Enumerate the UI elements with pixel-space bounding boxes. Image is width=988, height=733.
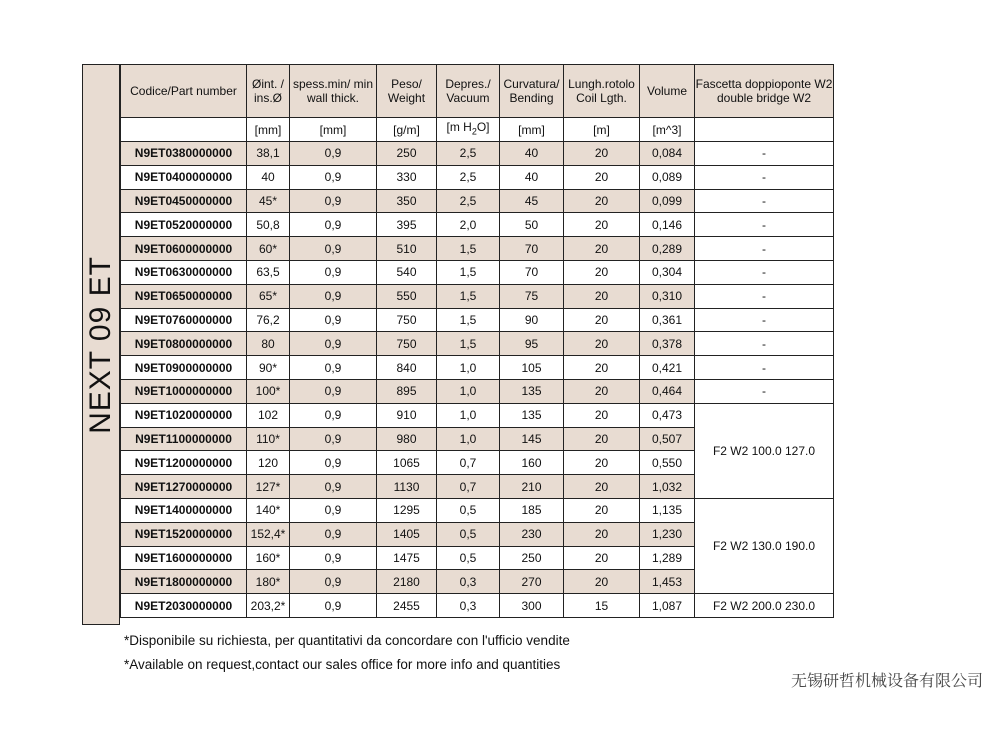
cell-inner-diameter: 160* (247, 546, 290, 570)
cell-weight: 750 (377, 332, 437, 356)
spec-sheet (82, 64, 835, 627)
unit-volume: [m^3] (640, 118, 695, 142)
cell-volume: 1,032 (640, 475, 695, 499)
cell-vacuum: 1,5 (437, 260, 500, 284)
product-series-label: NEXT 09 ET (84, 255, 117, 434)
table-row (121, 356, 834, 380)
cell-fascetta: - (695, 284, 834, 308)
cell-bending: 135 (500, 403, 564, 427)
cell-bending: 270 (500, 570, 564, 594)
table-row (121, 260, 834, 284)
cell-weight: 910 (377, 403, 437, 427)
cell-part-number: N9ET0630000000 (121, 260, 247, 284)
cell-part-number: N9ET1200000000 (121, 451, 247, 475)
cell-vacuum: 1,0 (437, 356, 500, 380)
unit-coil-length: [m] (564, 118, 640, 142)
table-row (121, 332, 834, 356)
cell-inner-diameter: 102 (247, 403, 290, 427)
cell-wall-thickness: 0,9 (290, 332, 377, 356)
header-part-number: Codice/Part number (121, 65, 247, 118)
cell-coil-length: 20 (564, 379, 640, 403)
table-row (121, 284, 834, 308)
cell-wall-thickness: 0,9 (290, 570, 377, 594)
cell-volume: 0,289 (640, 237, 695, 261)
cell-bending: 45 (500, 189, 564, 213)
header-weight: Peso/ Weight (377, 65, 437, 118)
cell-bending: 90 (500, 308, 564, 332)
cell-vacuum: 0,5 (437, 522, 500, 546)
cell-wall-thickness: 0,9 (290, 284, 377, 308)
cell-inner-diameter: 60* (247, 237, 290, 261)
cell-part-number: N9ET0380000000 (121, 142, 247, 166)
cell-vacuum: 1,0 (437, 427, 500, 451)
cell-inner-diameter: 80 (247, 332, 290, 356)
cell-fascetta: - (695, 332, 834, 356)
cell-vacuum: 0,5 (437, 498, 500, 522)
cell-part-number: N9ET0800000000 (121, 332, 247, 356)
cell-weight: 510 (377, 237, 437, 261)
cell-weight: 250 (377, 142, 437, 166)
cell-volume: 1,135 (640, 498, 695, 522)
unit-part-number (121, 118, 247, 142)
header-vacuum: Depres./ Vacuum (437, 65, 500, 118)
cell-weight: 840 (377, 356, 437, 380)
cell-vacuum: 0,5 (437, 546, 500, 570)
cell-inner-diameter: 65* (247, 284, 290, 308)
cell-coil-length: 20 (564, 142, 640, 166)
footnote-english: *Available on request,contact our sales office for more info and quantities (124, 657, 561, 672)
cell-wall-thickness: 0,9 (290, 142, 377, 166)
cell-part-number: N9ET1270000000 (121, 475, 247, 499)
header-row (121, 65, 834, 118)
cell-part-number: N9ET1100000000 (121, 427, 247, 451)
cell-bending: 135 (500, 379, 564, 403)
cell-coil-length: 20 (564, 403, 640, 427)
cell-fascetta-group: F2 W2 100.0 127.0 (695, 403, 834, 498)
cell-part-number: N9ET0760000000 (121, 308, 247, 332)
cell-volume: 0,084 (640, 142, 695, 166)
table-row (121, 403, 834, 427)
cell-part-number: N9ET1600000000 (121, 546, 247, 570)
cell-inner-diameter: 152,4* (247, 522, 290, 546)
cell-fascetta: - (695, 213, 834, 237)
cell-bending: 145 (500, 427, 564, 451)
cell-bending: 40 (500, 165, 564, 189)
cell-part-number: N9ET2030000000 (121, 594, 247, 618)
cell-inner-diameter: 120 (247, 451, 290, 475)
cell-wall-thickness: 0,9 (290, 213, 377, 237)
cell-wall-thickness: 0,9 (290, 427, 377, 451)
cell-vacuum: 2,5 (437, 165, 500, 189)
cell-fascetta: - (695, 356, 834, 380)
cell-coil-length: 20 (564, 165, 640, 189)
cell-volume: 0,099 (640, 189, 695, 213)
unit-inner-diameter: [mm] (247, 118, 290, 142)
cell-volume: 0,146 (640, 213, 695, 237)
cell-bending: 50 (500, 213, 564, 237)
cell-inner-diameter: 40 (247, 165, 290, 189)
cell-weight: 1405 (377, 522, 437, 546)
cell-vacuum: 1,0 (437, 379, 500, 403)
cell-coil-length: 20 (564, 260, 640, 284)
cell-inner-diameter: 50,8 (247, 213, 290, 237)
cell-volume: 1,087 (640, 594, 695, 618)
cell-volume: 0,310 (640, 284, 695, 308)
cell-bending: 300 (500, 594, 564, 618)
header-fascetta: Fascetta doppioponte W2 double bridge W2 (695, 65, 834, 118)
unit-bending: [mm] (500, 118, 564, 142)
cell-vacuum: 1,5 (437, 308, 500, 332)
cell-wall-thickness: 0,9 (290, 308, 377, 332)
cell-volume: 1,289 (640, 546, 695, 570)
cell-wall-thickness: 0,9 (290, 403, 377, 427)
cell-bending: 95 (500, 332, 564, 356)
cell-coil-length: 20 (564, 284, 640, 308)
product-series-title (82, 64, 120, 625)
cell-coil-length: 20 (564, 475, 640, 499)
cell-part-number: N9ET0650000000 (121, 284, 247, 308)
cell-coil-length: 20 (564, 498, 640, 522)
cell-wall-thickness: 0,9 (290, 451, 377, 475)
cell-volume: 0,378 (640, 332, 695, 356)
cell-coil-length: 20 (564, 451, 640, 475)
cell-wall-thickness: 0,9 (290, 498, 377, 522)
cell-part-number: N9ET1000000000 (121, 379, 247, 403)
cell-inner-diameter: 76,2 (247, 308, 290, 332)
cell-bending: 75 (500, 284, 564, 308)
cell-fascetta: - (695, 308, 834, 332)
spec-table-body (121, 142, 834, 618)
unit-fascetta (695, 118, 834, 142)
unit-wall-thickness: [mm] (290, 118, 377, 142)
cell-coil-length: 20 (564, 189, 640, 213)
cell-vacuum: 0,3 (437, 594, 500, 618)
unit-weight: [g/m] (377, 118, 437, 142)
cell-bending: 70 (500, 237, 564, 261)
cell-coil-length: 20 (564, 356, 640, 380)
cell-inner-diameter: 203,2* (247, 594, 290, 618)
cell-vacuum: 1,5 (437, 332, 500, 356)
cell-vacuum: 0,3 (437, 570, 500, 594)
units-row (121, 118, 834, 142)
cell-weight: 550 (377, 284, 437, 308)
table-row (121, 308, 834, 332)
cell-part-number: N9ET1520000000 (121, 522, 247, 546)
cell-wall-thickness: 0,9 (290, 189, 377, 213)
cell-wall-thickness: 0,9 (290, 356, 377, 380)
cell-volume: 0,507 (640, 427, 695, 451)
cell-part-number: N9ET0400000000 (121, 165, 247, 189)
cell-vacuum: 2,0 (437, 213, 500, 237)
cell-bending: 160 (500, 451, 564, 475)
cell-coil-length: 20 (564, 213, 640, 237)
cell-wall-thickness: 0,9 (290, 594, 377, 618)
table-row (121, 189, 834, 213)
table-row (121, 165, 834, 189)
cell-volume: 0,089 (640, 165, 695, 189)
header-volume: Volume (640, 65, 695, 118)
cell-volume: 0,550 (640, 451, 695, 475)
spec-table (120, 64, 834, 618)
cell-inner-diameter: 100* (247, 379, 290, 403)
cell-volume: 0,361 (640, 308, 695, 332)
cell-weight: 330 (377, 165, 437, 189)
cell-weight: 1065 (377, 451, 437, 475)
cell-volume: 0,304 (640, 260, 695, 284)
cell-bending: 105 (500, 356, 564, 380)
cell-fascetta: - (695, 142, 834, 166)
cell-coil-length: 20 (564, 237, 640, 261)
cell-bending: 230 (500, 522, 564, 546)
cell-inner-diameter: 140* (247, 498, 290, 522)
cell-part-number: N9ET1800000000 (121, 570, 247, 594)
cell-volume: 1,230 (640, 522, 695, 546)
cell-inner-diameter: 63,5 (247, 260, 290, 284)
table-row (121, 213, 834, 237)
cell-inner-diameter: 45* (247, 189, 290, 213)
table-row (121, 594, 834, 618)
cell-wall-thickness: 0,9 (290, 165, 377, 189)
company-watermark: 无锡研哲机械设备有限公司 (790, 673, 983, 690)
header-inner-diameter: Øint. / ins.Ø (247, 65, 290, 118)
table-row (121, 379, 834, 403)
cell-weight: 980 (377, 427, 437, 451)
cell-part-number: N9ET0520000000 (121, 213, 247, 237)
table-row (121, 498, 834, 522)
cell-coil-length: 20 (564, 427, 640, 451)
cell-weight: 1475 (377, 546, 437, 570)
cell-coil-length: 15 (564, 594, 640, 618)
header-bending: Curvatura/ Bending (500, 65, 564, 118)
cell-coil-length: 20 (564, 332, 640, 356)
cell-part-number: N9ET0900000000 (121, 356, 247, 380)
cell-bending: 70 (500, 260, 564, 284)
cell-fascetta: - (695, 379, 834, 403)
cell-wall-thickness: 0,9 (290, 260, 377, 284)
cell-inner-diameter: 110* (247, 427, 290, 451)
cell-weight: 395 (377, 213, 437, 237)
cell-wall-thickness: 0,9 (290, 522, 377, 546)
cell-weight: 895 (377, 379, 437, 403)
cell-vacuum: 2,5 (437, 142, 500, 166)
cell-wall-thickness: 0,9 (290, 475, 377, 499)
cell-coil-length: 20 (564, 570, 640, 594)
cell-vacuum: 1,0 (437, 403, 500, 427)
cell-inner-diameter: 180* (247, 570, 290, 594)
cell-wall-thickness: 0,9 (290, 546, 377, 570)
cell-inner-diameter: 127* (247, 475, 290, 499)
cell-part-number: N9ET0600000000 (121, 237, 247, 261)
cell-volume: 1,453 (640, 570, 695, 594)
cell-weight: 350 (377, 189, 437, 213)
header-coil-length: Lungh.rotolo Coil Lgth. (564, 65, 640, 118)
cell-bending: 40 (500, 142, 564, 166)
cell-vacuum: 1,5 (437, 284, 500, 308)
cell-weight: 2180 (377, 570, 437, 594)
cell-vacuum: 2,5 (437, 189, 500, 213)
cell-coil-length: 20 (564, 522, 640, 546)
table-row (121, 237, 834, 261)
cell-vacuum: 0,7 (437, 475, 500, 499)
cell-weight: 1130 (377, 475, 437, 499)
cell-volume: 0,464 (640, 379, 695, 403)
cell-inner-diameter: 38,1 (247, 142, 290, 166)
cell-fascetta: F2 W2 200.0 230.0 (695, 594, 834, 618)
cell-coil-length: 20 (564, 546, 640, 570)
cell-volume: 0,473 (640, 403, 695, 427)
cell-fascetta: - (695, 237, 834, 261)
cell-part-number: N9ET0450000000 (121, 189, 247, 213)
cell-weight: 1295 (377, 498, 437, 522)
cell-weight: 750 (377, 308, 437, 332)
cell-bending: 185 (500, 498, 564, 522)
cell-fascetta: - (695, 189, 834, 213)
unit-vacuum: [m $H_2O$] (437, 118, 500, 142)
cell-part-number: N9ET1400000000 (121, 498, 247, 522)
cell-inner-diameter: 90* (247, 356, 290, 380)
cell-weight: 2455 (377, 594, 437, 618)
cell-coil-length: 20 (564, 308, 640, 332)
footnotes (124, 629, 570, 677)
footnote-italian: *Disponibile su richiesta, per quantitativi da concordare con l'ufficio vendite (124, 633, 570, 648)
cell-fascetta-group: F2 W2 130.0 190.0 (695, 498, 834, 593)
cell-fascetta: - (695, 165, 834, 189)
cell-bending: 210 (500, 475, 564, 499)
cell-fascetta: - (695, 260, 834, 284)
cell-wall-thickness: 0,9 (290, 379, 377, 403)
cell-volume: 0,421 (640, 356, 695, 380)
cell-wall-thickness: 0,9 (290, 237, 377, 261)
cell-part-number: N9ET1020000000 (121, 403, 247, 427)
table-row (121, 142, 834, 166)
cell-vacuum: 1,5 (437, 237, 500, 261)
cell-vacuum: 0,7 (437, 451, 500, 475)
cell-bending: 250 (500, 546, 564, 570)
cell-weight: 540 (377, 260, 437, 284)
header-wall-thickness: spess.min/ min wall thick. (290, 65, 377, 118)
